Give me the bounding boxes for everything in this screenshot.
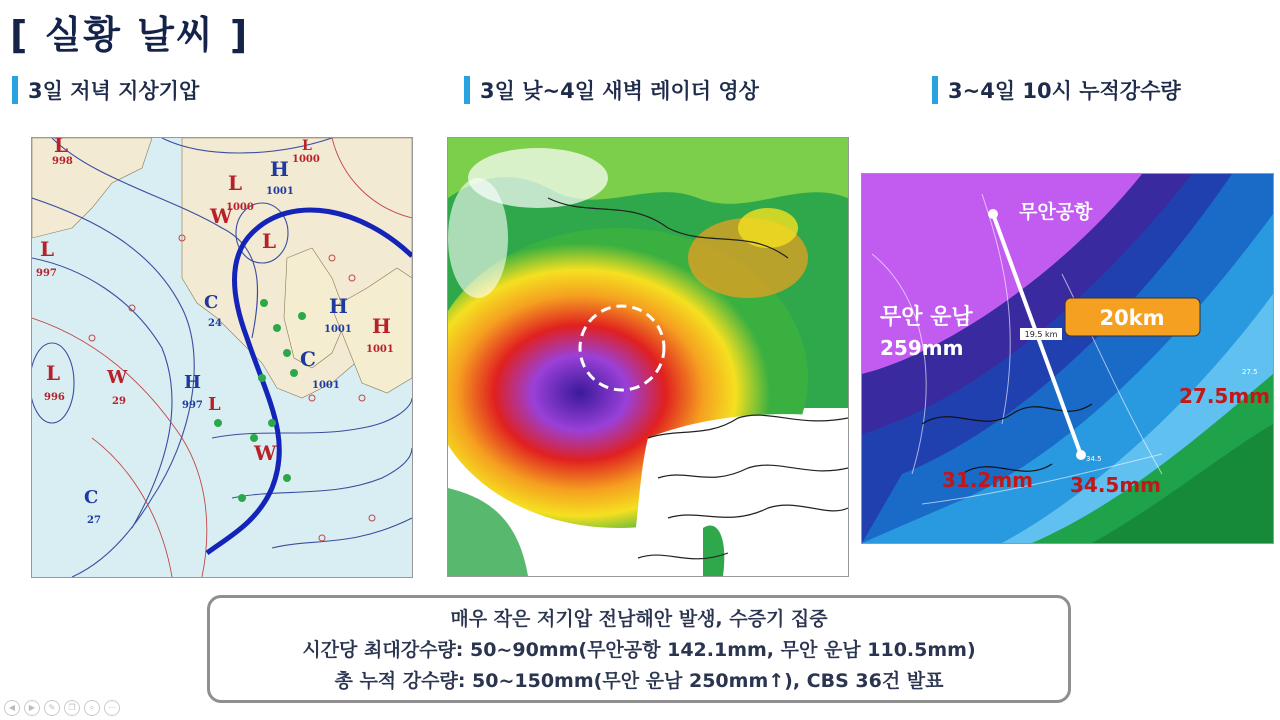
play-icon[interactable]: ▶	[24, 700, 40, 716]
more-icon[interactable]: ⋯	[104, 700, 120, 716]
section-pressure-title: 3일 저녁 지상기압	[28, 79, 200, 103]
pressure-value: 1001	[266, 186, 294, 197]
station-marker	[1076, 450, 1086, 460]
high-label: H	[329, 294, 348, 318]
tiny-value: 34.5	[1086, 455, 1102, 463]
rain-value-34: 34.5mm	[1070, 473, 1162, 497]
muan-unnam-label: 무안 운남	[880, 305, 973, 330]
low-label: L	[54, 138, 69, 157]
section-bar	[464, 76, 470, 104]
slideshow-controls	[4, 700, 120, 716]
prev-icon[interactable]: ◀	[4, 700, 20, 716]
low-label: L	[40, 237, 55, 261]
pressure-value: 1001	[324, 324, 352, 335]
section-rain-title: 3~4일 10시 누적강수량	[948, 79, 1181, 103]
warm-label: W	[254, 441, 277, 465]
pen-icon[interactable]: ✎	[44, 700, 60, 716]
pressure-value: 24	[208, 318, 222, 329]
high-label: H	[270, 157, 289, 181]
low-label: L	[208, 394, 221, 415]
rain-value-31: 31.2mm	[942, 468, 1034, 492]
section-radar-header	[464, 74, 759, 106]
pressure-value: 29	[112, 396, 126, 407]
copy-icon[interactable]: ❐	[64, 700, 80, 716]
low-label: L	[228, 171, 243, 195]
section-bar	[932, 76, 938, 104]
high-label: H	[184, 372, 202, 393]
cold-label: C	[300, 347, 316, 371]
low-label: L	[46, 361, 61, 385]
tiny-value: 27.5	[1242, 368, 1258, 376]
section-bar	[12, 76, 18, 104]
high-label: H	[372, 314, 391, 338]
muan-airport-label: 무안공항	[1019, 201, 1093, 223]
section-radar-title: 3일 낮~4일 새벽 레이더 영상	[480, 79, 759, 103]
warm-label: W	[210, 204, 233, 228]
section-pressure-header	[12, 74, 199, 106]
pressure-value: 1000	[226, 202, 254, 213]
radar-map	[447, 137, 849, 577]
pressure-value: 997	[36, 268, 57, 279]
zoom-icon[interactable]: ⌕	[84, 700, 100, 716]
low-label: L	[302, 138, 312, 154]
cold-label: C	[204, 292, 219, 313]
summary-line-3: 총 누적 강수량: 50~150mm(무안 운남 250mm↑), CBS 36건 발표	[334, 670, 944, 692]
pressure-value: 27	[87, 515, 101, 526]
unnam-rain-value: 259mm	[880, 336, 964, 360]
pressure-value: 997	[182, 400, 203, 411]
summary-box	[207, 595, 1071, 703]
rainfall-map-image	[862, 174, 1273, 543]
warm-label: W	[107, 367, 128, 388]
surface-pressure-map	[31, 137, 413, 578]
rainfall-map	[861, 173, 1274, 544]
rain-value-27: 27.5mm	[1179, 384, 1271, 408]
surface-pressure-map-image	[32, 138, 412, 577]
low-label: L	[262, 229, 277, 253]
distance-small-label: 19.5 km	[1024, 330, 1058, 339]
pressure-value: 1001	[312, 380, 340, 391]
cold-label: C	[84, 487, 99, 508]
page-title: [ 실황 날씨 ]	[10, 13, 250, 57]
airport-marker	[988, 209, 998, 219]
summary-line-1: 매우 작은 저기압 전남해안 발생, 수증기 집중	[450, 608, 828, 630]
pressure-value: 996	[44, 392, 65, 403]
pressure-value: 1000	[292, 154, 320, 165]
summary-line-2: 시간당 최대강수량: 50~90mm(무안공항 142.1mm, 무안 운남 110.5mm)	[302, 639, 976, 661]
radar-map-image	[448, 138, 848, 576]
pressure-value: 1001	[366, 344, 394, 355]
distance-badge-label: 20km	[1099, 306, 1165, 330]
pressure-value: 998	[52, 156, 73, 167]
section-rain-header	[932, 74, 1181, 106]
